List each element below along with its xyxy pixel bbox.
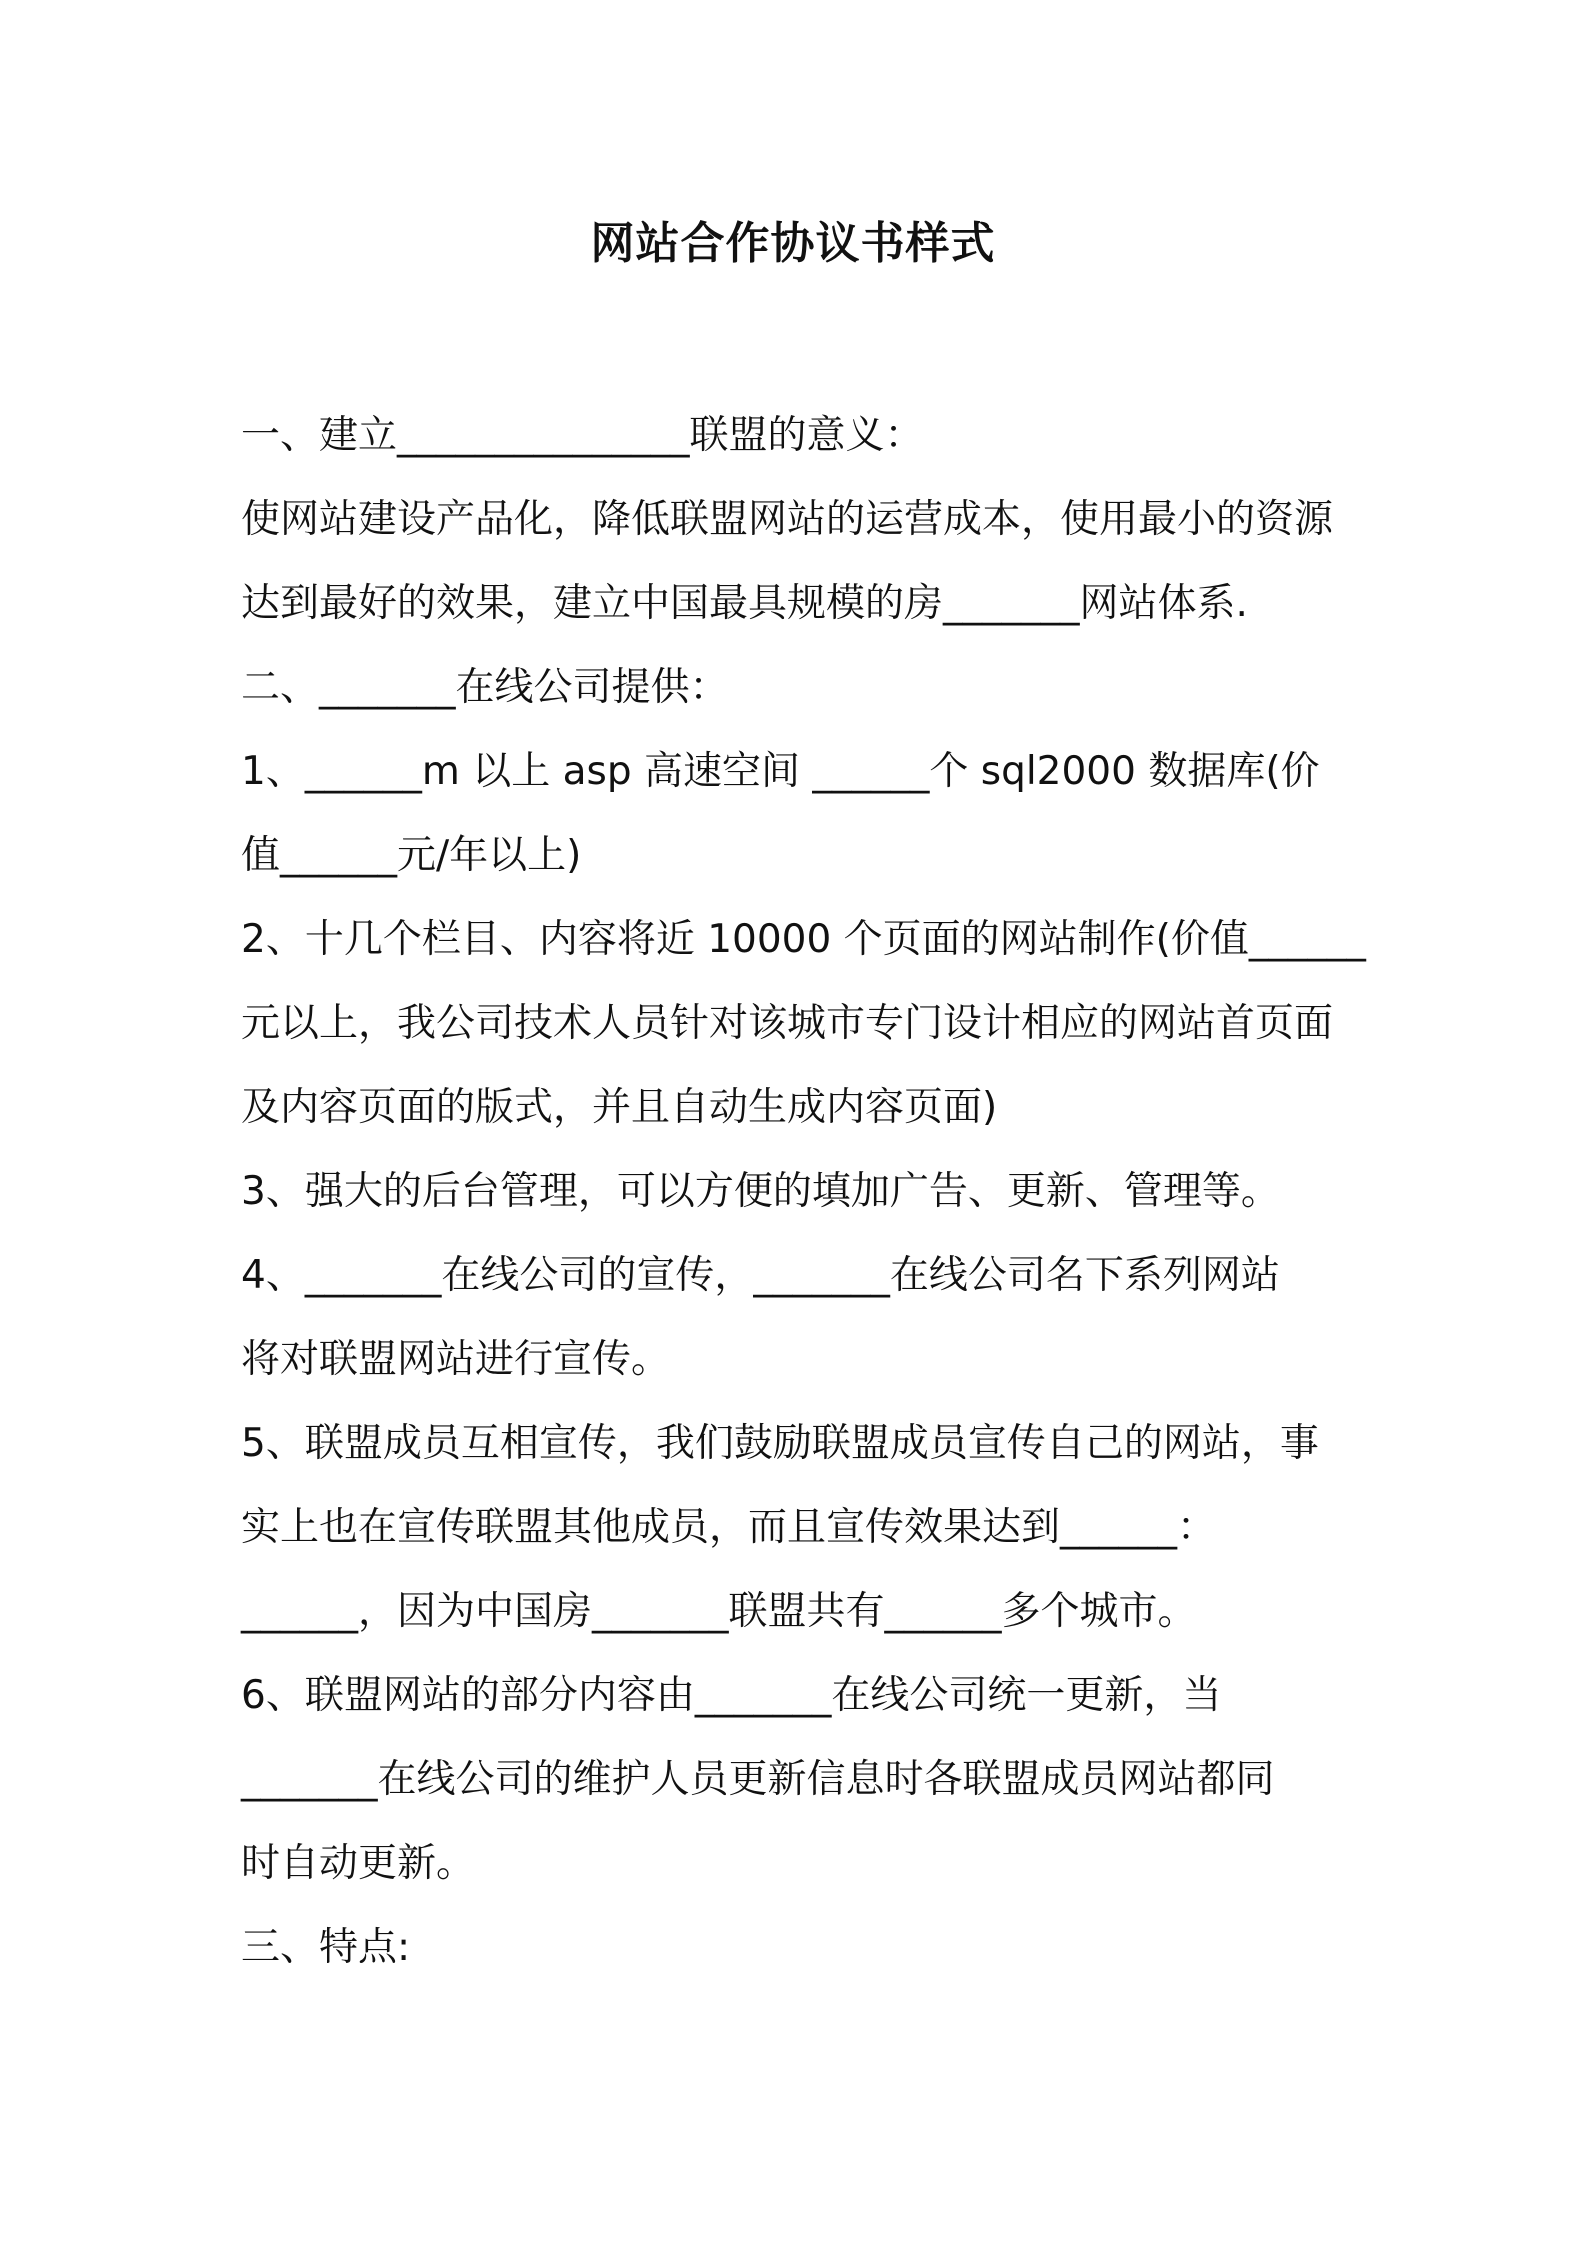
section-3-heading: 三、特点: <box>241 1925 411 1970</box>
paragraph-line: 达到最好的效果，建立中国最具规模的房_______网站体系. <box>241 581 1248 626</box>
list-item-2: 2、十几个栏目、内容将近 10000 个页面的网站制作(价值______ <box>241 917 1366 962</box>
section-2-heading: 二、_______在线公司提供： <box>241 665 729 710</box>
section-1-heading: 一、建立_______________联盟的意义： <box>241 413 924 458</box>
list-item-5-cont: 实上也在宣传联盟其他成员，而且宣传效果达到______： <box>241 1505 1217 1550</box>
document-title: 网站合作协议书样式 <box>590 218 996 269</box>
list-item-5-cont: ______，因为中国房_______联盟共有______多个城市。 <box>241 1589 1197 1634</box>
list-item-3: 3、强大的后台管理，可以方便的填加广告、更新、管理等。 <box>241 1169 1280 1214</box>
list-item-6-cont: 时自动更新。 <box>241 1841 476 1886</box>
list-item-6: 6、联盟网站的部分内容由_______在线公司统一更新，当 <box>241 1673 1222 1718</box>
list-item-2-cont: 元以上，我公司技术人员针对该城市专门设计相应的网站首页面 <box>241 1001 1334 1046</box>
list-item-1: 1、______m 以上 asp 高速空间 ______个 sql2000 数据库(价 <box>241 749 1320 794</box>
list-item-5: 5、联盟成员互相宣传，我们鼓励联盟成员宣传自己的网站，事 <box>241 1421 1319 1466</box>
paragraph-line: 使网站建设产品化，降低联盟网站的运营成本，使用最小的资源 <box>241 497 1334 542</box>
list-item-2-cont: 及内容页面的版式，并且自动生成内容页面) <box>241 1085 998 1130</box>
list-item-4: 4、_______在线公司的宣传，_______在线公司名下系列网站 <box>241 1253 1280 1298</box>
list-item-4-cont: 将对联盟网站进行宣传。 <box>241 1337 671 1382</box>
list-item-1-cont: 值______元/年以上) <box>241 833 582 878</box>
list-item-6-cont: _______在线公司的维护人员更新信息时各联盟成员网站都同 <box>241 1757 1275 1802</box>
